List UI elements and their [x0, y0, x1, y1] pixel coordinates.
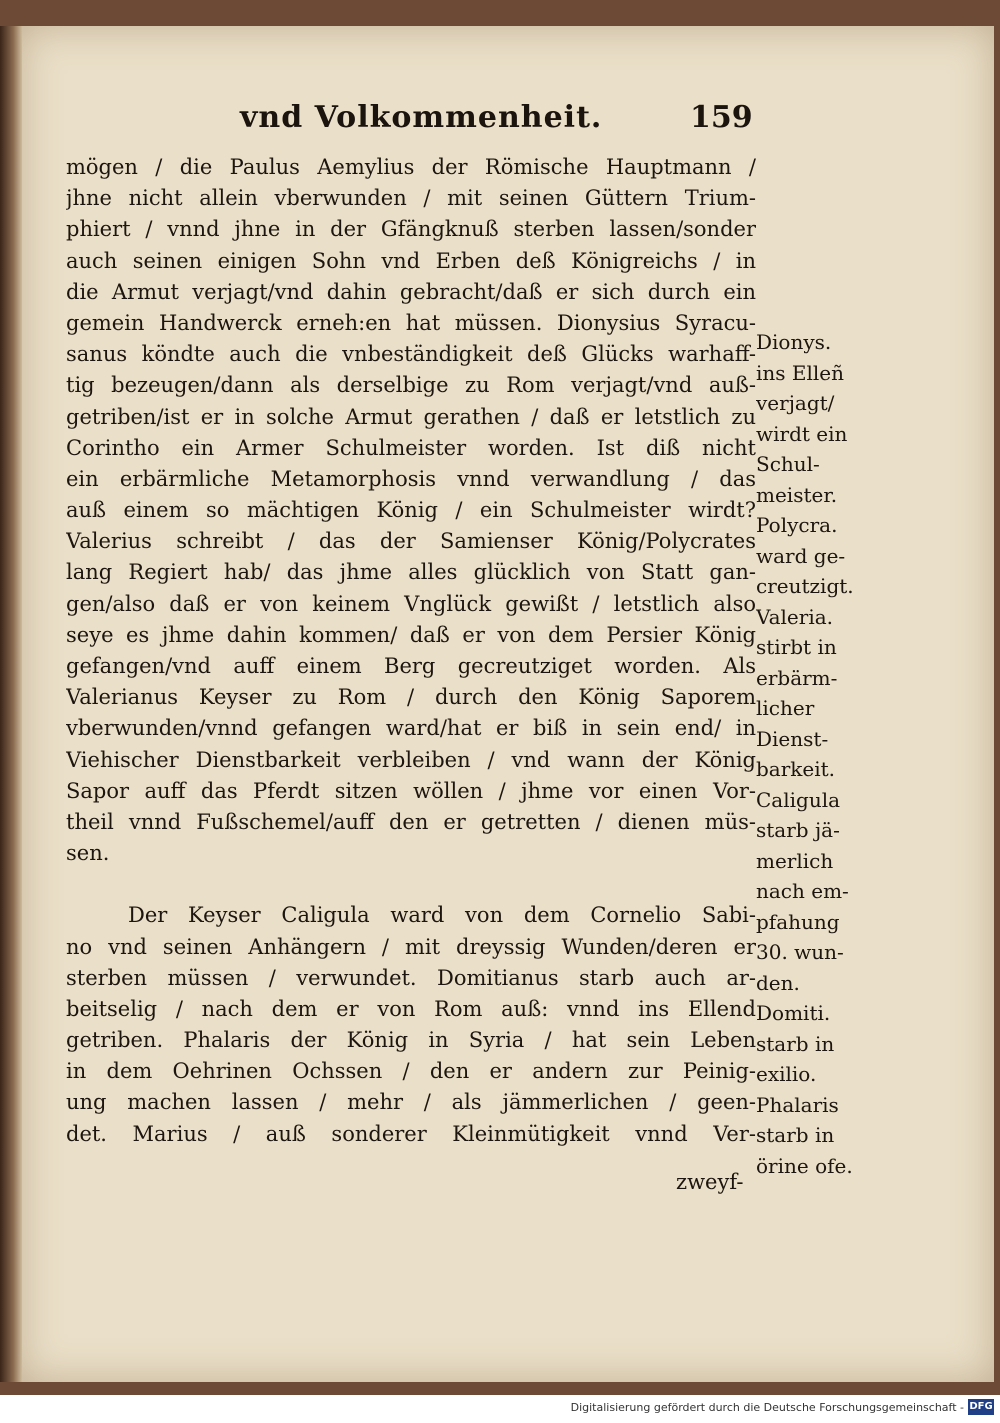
footer-bar	[0, 1395, 1000, 1423]
text-line: seye es jhme dahin kommen/ daß er von dem Persier König	[66, 622, 756, 647]
text-line: Valerianus Keyser zu Rom / durch den König Saporem	[66, 685, 756, 710]
text-line: no vnd seinen Anhängern / mit dreyssig Wunden/deren er	[66, 934, 756, 959]
text-line: mögen / die Paulus Aemylius der Römische Hauptmann /	[66, 155, 756, 179]
text-line: ung machen lassen / mehr / als jämmerlichen / geen-	[66, 1090, 756, 1115]
margin-note-line: Domiti.	[756, 1001, 831, 1025]
text-line: sterben müssen / verwundet. Domitianus starb auch ar-	[66, 965, 756, 990]
margin-note-line: Schul-	[756, 452, 820, 476]
margin-note-line: starb in	[756, 1031, 835, 1056]
margin-note-line: erbärm-	[756, 665, 838, 690]
paragraph-gap	[66, 869, 756, 900]
text-line: gen/also daß er von keinem Vnglück gewißt / letstlich also	[66, 591, 756, 616]
page-binding-edge	[0, 26, 22, 1382]
margin-note-line: nach em-	[756, 879, 849, 903]
text-line: jhne nicht allein vberwunden / mit seinen Güttern Trium-	[66, 186, 756, 211]
margin-note-line: exilio.	[756, 1062, 817, 1086]
catchword: zweyf-	[676, 1170, 744, 1194]
margin-note-line: stirbt in	[756, 635, 837, 659]
margin-note-line: licher	[756, 696, 815, 720]
text-line: lang Regiert hab/ das jhme alles glücklich von Statt gan-	[66, 560, 756, 585]
margin-note-line: barkeit.	[756, 757, 836, 781]
margin-note-line: örine ofe.	[756, 1153, 853, 1178]
text-line: ein erbärmliche Metamorphosis vnnd verwandlung / das	[66, 466, 756, 491]
text-line: phiert / vnnd jhne in der Gfängknuß sterben lassen/sonder	[66, 217, 756, 242]
margin-note-line: creutzigt.	[756, 574, 854, 598]
text-line: Viehischer Dienstbarkeit verbleiben / vnd wann der König	[66, 747, 756, 772]
margin-note-line: 30. wun-	[756, 940, 844, 964]
margin-note-line: starb jä-	[756, 818, 840, 842]
text-line: getriben/ist er in solche Armut gerathen / daß er letstlich zu	[66, 404, 756, 429]
text-line: sen.	[66, 841, 110, 866]
margin-note-line: Phalaris	[756, 1092, 839, 1117]
text-line: tig bezeugen/dann als derselbige zu Rom verjagt/vnd auß-	[66, 373, 756, 398]
text-line: vberwunden/vnnd gefangen ward/hat er biß in sein end/ in	[66, 716, 756, 741]
funding-credit: Digitalisierung gefördert durch die Deutsche Forschungsgemeinschaft -	[570, 1401, 964, 1414]
margin-note-line: Caligula	[756, 787, 841, 812]
margin-note-line: verjagt/	[756, 391, 835, 415]
text-line: getriben. Phalaris der König in Syria / hat sein Leben	[66, 1028, 756, 1053]
margin-note-line: den.	[756, 970, 800, 995]
text-line: gefangen/vnd auff einem Berg gecreutziget worden. Als	[66, 654, 756, 678]
text-line: det. Marius / auß sonderer Kleinmütigkeit vnnd Ver-	[66, 1121, 756, 1146]
text-line: beitselig / nach dem er von Rom auß: vnnd ins Ellend	[66, 996, 756, 1021]
margin-note-line: ward ge-	[756, 543, 846, 568]
margin-note-line: Dionys.	[756, 330, 832, 354]
text-line: Sapor auff das Pferdt sitzen wöllen / jhme vor einen Vor-	[66, 778, 756, 803]
margin-note-line: starb in	[756, 1123, 835, 1147]
marginal-notes	[756, 327, 874, 1181]
text-line: gemein Handwerck erneh:en hat müssen. Dionysius Syracu-	[66, 310, 756, 335]
main-text-block	[66, 152, 756, 1150]
text-line: Valerius schreibt / das der Samienser König/Polycrates	[66, 529, 756, 554]
margin-note-line: merlich	[756, 848, 834, 873]
margin-note-line: ins Elleñ	[756, 360, 845, 385]
dfg-logo-icon: DFG	[968, 1399, 994, 1415]
page-number: 159	[690, 100, 753, 135]
text-line: sanus köndte auch die vnbeständigkeit deß Glücks warhaff-	[66, 342, 756, 367]
text-line: Der Keyser Caligula ward von dem Cornelio Sabi-	[128, 903, 756, 928]
text-line: Corintho ein Armer Schulmeister worden. Ist diß nicht	[66, 435, 756, 460]
margin-note-line: Valeria.	[756, 604, 834, 629]
margin-note-line: wirdt ein	[756, 421, 848, 446]
text-line: auß einem so mächtigen König / ein Schulmeister wirdt?	[66, 498, 756, 523]
running-head: vnd Volkommenheit.	[240, 100, 603, 135]
margin-note-line: Dienst-	[756, 726, 829, 751]
margin-note-line: meister.	[756, 482, 838, 507]
text-line: theil vnnd Fußschemel/auff den er getretten / dienen müs-	[66, 809, 756, 834]
text-line: auch seinen einigen Sohn vnd Erben deß Königreichs / in	[66, 248, 756, 273]
text-line: die Armut verjagt/vnd dahin gebracht/daß er sich durch ein	[66, 279, 756, 304]
margin-note-line: pfahung	[756, 909, 840, 934]
margin-note-line: Polycra.	[756, 513, 838, 537]
text-line: in dem Oehrinen Ochssen / den er andern zur Peinig-	[66, 1059, 756, 1084]
